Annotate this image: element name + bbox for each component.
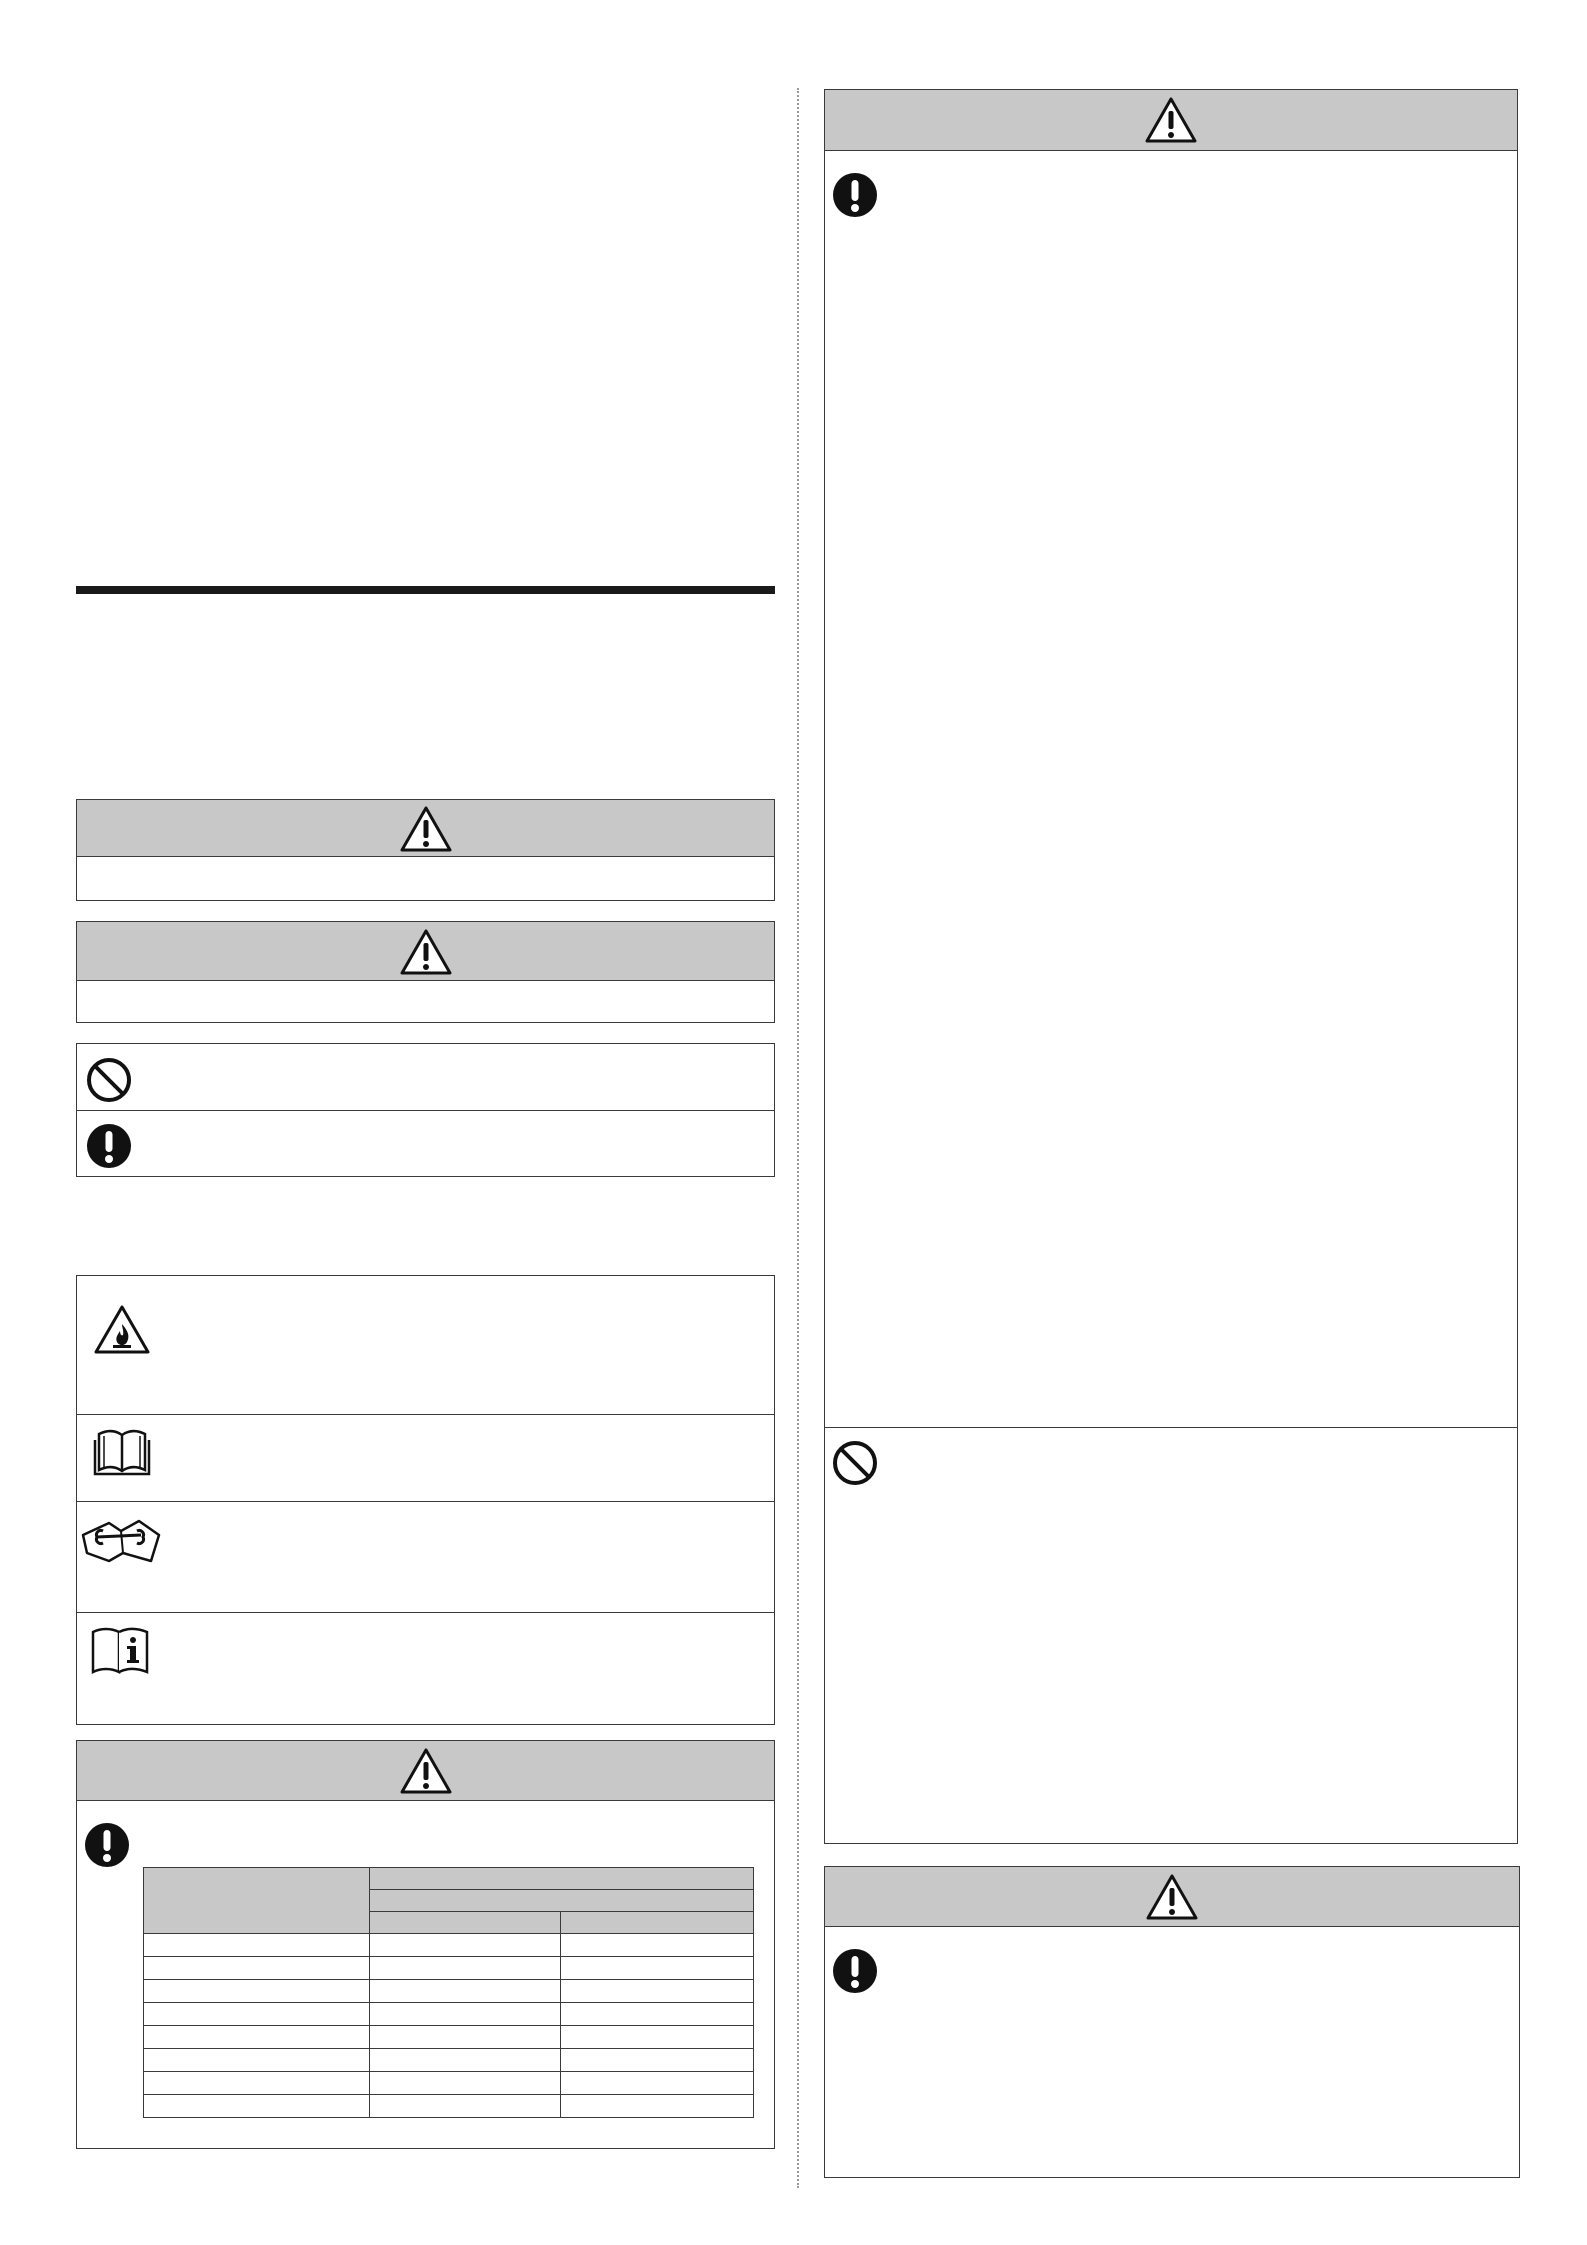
spec-table-header-col-2 xyxy=(561,1912,754,1934)
warning-triangle-icon xyxy=(1143,95,1199,145)
exclamation-circle-icon xyxy=(831,171,879,219)
table-row xyxy=(144,2095,754,2118)
prohibition-circle-icon xyxy=(831,1439,879,1487)
spec-table-header-group xyxy=(370,1868,754,1890)
spec-table-header-model xyxy=(144,1868,370,1934)
spec-table-header-subgroup xyxy=(370,1890,754,1912)
symbol-legend-box xyxy=(76,1043,775,1177)
installation-warning-header xyxy=(825,90,1517,151)
pictogram-divider-3 xyxy=(77,1612,774,1613)
table-row xyxy=(144,2072,754,2095)
spec-table xyxy=(143,1867,754,2118)
exclamation-circle-icon xyxy=(83,1821,131,1869)
warning-triangle-icon xyxy=(398,1746,454,1796)
table-row xyxy=(144,2003,754,2026)
column-separator xyxy=(797,88,799,2188)
operation-manual-icon xyxy=(93,1426,151,1478)
caution-box xyxy=(824,1866,1520,2178)
refrigerant-warning-box xyxy=(76,1740,775,2149)
refrigerant-warning-header xyxy=(77,1741,774,1801)
exclamation-circle-icon xyxy=(831,1947,879,1995)
table-row xyxy=(144,2026,754,2049)
section-rule xyxy=(76,586,775,594)
table-row xyxy=(144,2049,754,2072)
warning-triangle-icon xyxy=(1144,1872,1200,1922)
warning-triangle-icon xyxy=(398,927,454,977)
exclamation-circle-icon xyxy=(85,1122,133,1170)
table-row xyxy=(144,1957,754,1980)
information-manual-icon xyxy=(89,1626,153,1676)
table-row xyxy=(144,1934,754,1957)
legend-divider xyxy=(77,1110,774,1111)
spec-table-header-col-1 xyxy=(370,1912,561,1934)
warning-triangle-icon xyxy=(398,804,454,854)
service-manual-icon xyxy=(79,1513,163,1569)
pictogram-divider-2 xyxy=(77,1501,774,1502)
pictogram-box xyxy=(76,1275,775,1725)
prohibition-circle-icon xyxy=(85,1056,133,1104)
installation-warning-box xyxy=(824,89,1518,1844)
flammable-warning-icon xyxy=(93,1304,151,1356)
signal-box-warning-header xyxy=(77,800,774,857)
signal-box-caution-header xyxy=(77,922,774,981)
caution-box-header xyxy=(825,1867,1519,1927)
pictogram-divider-1 xyxy=(77,1414,774,1415)
signal-box-warning xyxy=(76,799,775,901)
installation-warning-divider xyxy=(825,1427,1517,1428)
signal-box-caution xyxy=(76,921,775,1023)
table-row xyxy=(144,1980,754,2003)
